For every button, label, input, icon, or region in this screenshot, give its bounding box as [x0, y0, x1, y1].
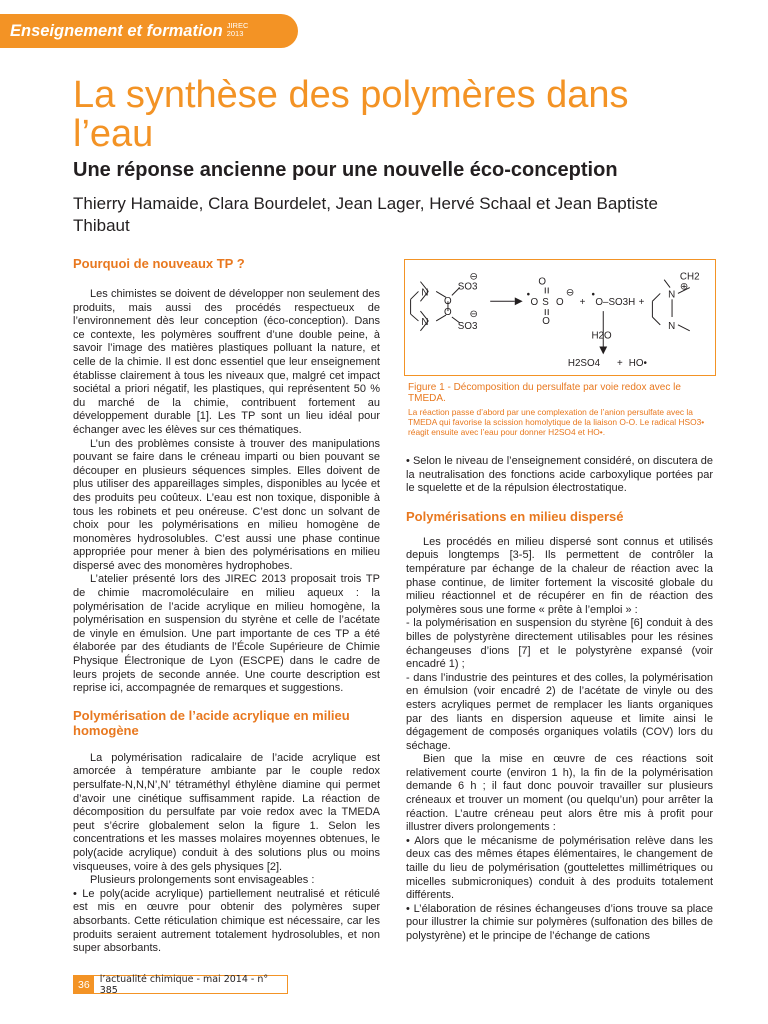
hso3-radical-label: O–SO3H [595, 297, 636, 309]
figure-caption [408, 382, 713, 437]
section-heading-milieu-disperse: Polymérisations en milieu dispersé [406, 508, 624, 524]
paragraph: Bien que la mise en œuvre de ces réactions soit relativement courte (environ 1 h), la fin de la polymérisation demande 6 h ; il faut donc pouvoir travailler sur plusieurs créneaux et trouver un moment (ou quelqu’un) pour arrêter la réaction. L’autre créneau peut alors être mis à profit pour illustrer divers prolongements : [406, 753, 713, 834]
figure-caption-detail: La réaction passe d’abord par une complexation de l’anion persulfate avec la TMEDA qui favorise la scission homolytique de la liaison O-O. Le radical HSO3• réagit ensuite avec l’eau pour donner H2SO4 et HO•. [408, 406, 705, 437]
paragraph: Les chimistes se doivent de développer non seulement des produits, mais aussi des procédés respectueux de l’environnement dès leur conception (éco-conception). Dans ce contexte, les polymères souffrent d’une double peine, à savoir l’image des matières plastiques polluant la nature, et celle de la chimie. Il est donc essentiel que leur enseignement établisse clairement à tous les niveaux que, malgré cet impact sociétal a priori négatif, les plastiques, qui représentent 50 % du marché de la chimie, contribuent fortement au développement durable [1]. Les TP sont un lieu idéal pour échanger avec les élèves sur ces thématiques. [73, 288, 380, 436]
section-header-tab [0, 14, 298, 48]
right-column [406, 455, 713, 944]
minus-charge: ⊖ [469, 271, 478, 283]
figure-1-reaction-scheme [404, 259, 716, 376]
so3-label: SO3 [457, 320, 478, 332]
nitrogen-label: N [668, 320, 676, 332]
paragraph: L’un des problèmes consiste à trouver des manipulations pouvant se faire dans le créneau imparti ou bien pouvant se découper en plusieurs séquences simples. Elles doivent de plus utiliser des appareillages simples, disponibles au lycée et des produits peu coûteux. L’eau est non toxique, disponible à tous les robinets et peu onéreuse. C’est donc un solvant de choix pour les polymérisations en milieu homogène de monomères hydrosolubles. C’est aussi une phase continue appropriée pour mener à bien des polymérisations en milieu dispersé avec des monomères hydrophobes. [73, 437, 380, 572]
list-item: - la polymérisation en suspension du styrène [6] conduit à des billes de polystyrène directement utilisables pour les résines échangeuses d’ions [7] et le polystyrène expansé (voir encadré 1) ; [406, 617, 713, 671]
paragraph: La polymérisation radicalaire de l’acide acrylique est amorcée à température ambiante par le couple redox persulfate-N,N,N’,N’ tétraméthyl éthylène diamine qui permet d’avoir une cinétique suffisamment rapide. La réaction de décomposition du persulfate par voie redox avec la TMEDA peut s’écrire globalement selon la figure 1. Selon les concentrations et les masses molaires moyennes obtenues, le poly(acide acrylique) conduit à des solutions plus ou moins visqueuses, voire à des gels physiques [2]. [73, 751, 380, 873]
oxygen-label: O [444, 296, 452, 308]
section-heading-acide-acrylique: Polymérisation de l’acide acrylique en milieu homogène [73, 707, 350, 738]
ch2-label: CH2 [679, 271, 700, 283]
bullet-item: • Alors que le mécanisme de polymérisation relève dans les deux cas des mêmes étapes élémentaires, le changement de taille du lieu de polymérisation (gouttelettes millimétriques ou micelles submicroniques) conduit à des produits totalement différents. [406, 834, 713, 902]
article-subtitle: Une réponse ancienne pour une nouvelle éco-conception [73, 159, 618, 181]
sulfur-label: S [542, 297, 549, 309]
nitrogen-label: N [668, 289, 676, 301]
plus-sign: + [617, 358, 623, 370]
oxygen-label: O [444, 307, 452, 319]
section-title: Enseignement et formation [10, 21, 223, 40]
reaction-scheme-svg [405, 260, 715, 375]
section-heading-nouveaux-tp: Pourquoi de nouveaux TP ? [73, 256, 245, 271]
article-authors: Thierry Hamaide, Clara Bourdelet, Jean Lager, Hervé Schaal et Jean Baptiste Thibaut [73, 194, 658, 235]
nitrogen-label: N [421, 287, 429, 299]
minus-charge: ⊖ [469, 309, 478, 321]
plus-sign: + [638, 297, 645, 309]
oxygen-label: O [556, 297, 564, 309]
so3-label: SO3 [457, 281, 478, 293]
bullet-item: • Selon le niveau de l’enseignement considéré, on discutera de la neutralisation des fonctions acide carboxylique portées par le squelette et de la répulsion électrostatique. [406, 455, 713, 495]
oxygen-label: O [538, 276, 547, 288]
figure-caption-title: Figure 1 - Décomposition du persulfate par voie redox avec le TMEDA. [408, 382, 681, 405]
oxygen-label: O [530, 297, 539, 309]
water-label: H2O [591, 330, 612, 342]
jirec-label: JIREC 2013 [226, 21, 249, 38]
sulfuric-acid-label: H2SO4 [567, 358, 601, 370]
hydroxyl-radical-label: HO• [628, 358, 647, 370]
list-item: - dans l’industrie des peintures et des colles, la polymérisation en émulsion (voir encadré 2) de l’acétate de vinyle ou des esters acryliques permet de remplacer les liants organiques par des liants en dispersion aqueuse et limite ainsi le dégagement de composés organiques volatils (COV) lors du séchage. [406, 671, 713, 752]
oxygen-label: O [542, 315, 550, 327]
plus-sign: + [579, 297, 586, 309]
radical-dot: • [526, 289, 531, 301]
paragraph: Plusieurs prolongements sont envisageables : [90, 874, 315, 887]
bullet-item: • Le poly(acide acrylique) partiellement neutralisé et réticulé est mis en œuvre pour obtenir des polymères super absorbants. Cette réticulation chimique est nécessaire, car les produits seraient autrement totalement hydrosolubles, et non super absorbants. [73, 887, 380, 955]
paragraph: Les procédés en milieu dispersé sont connus et utilisés depuis longtemps [3-5]. Ils permettent de contrôler la température par échange de la chaleur de réaction avec la phase continue, de limiter fortement la viscosité globale du milieu réactionnel et de récupérer en fin de réaction des polymères sous une forme « prête à l’emploi » : [406, 535, 713, 616]
page-number: 36 [74, 976, 94, 993]
paragraph: L’atelier présenté lors des JIREC 2013 proposait trois TP de chimie macromoléculaire en milieu aqueux : la polymérisation de l’acide acrylique en milieu homogène, la polymérisation en suspension du styrène et celle de l’acétate de vinyle en émulsion. Une part importante de ces TP a été élaborée par des étudiants de l’École Supérieure de Chimie Physique Électronique de Lyon (ESCPE) dans le cadre de leurs projets de seconde année. Une courte description est reprise ici, accompagnée de remarques et suggestions. [73, 573, 380, 695]
left-column [73, 256, 380, 956]
article-title: La synthèse des polymères dans l’eau [73, 74, 629, 155]
journal-reference: l’actualité chimique - mai 2014 - n° 385 [99, 973, 269, 996]
plus-charge: ⊕ [679, 281, 689, 293]
radical-dot: • [591, 289, 595, 301]
page-footer [73, 975, 288, 994]
minus-charge: ⊖ [565, 287, 575, 299]
bullet-item: • L’élaboration de résines échangeuses d’ions trouve sa place pour illustrer la chimie sur polymères (sulfonation des billes de polystyrène) et le principe de l’échange de cations [406, 902, 713, 942]
nitrogen-label: N [421, 316, 429, 328]
